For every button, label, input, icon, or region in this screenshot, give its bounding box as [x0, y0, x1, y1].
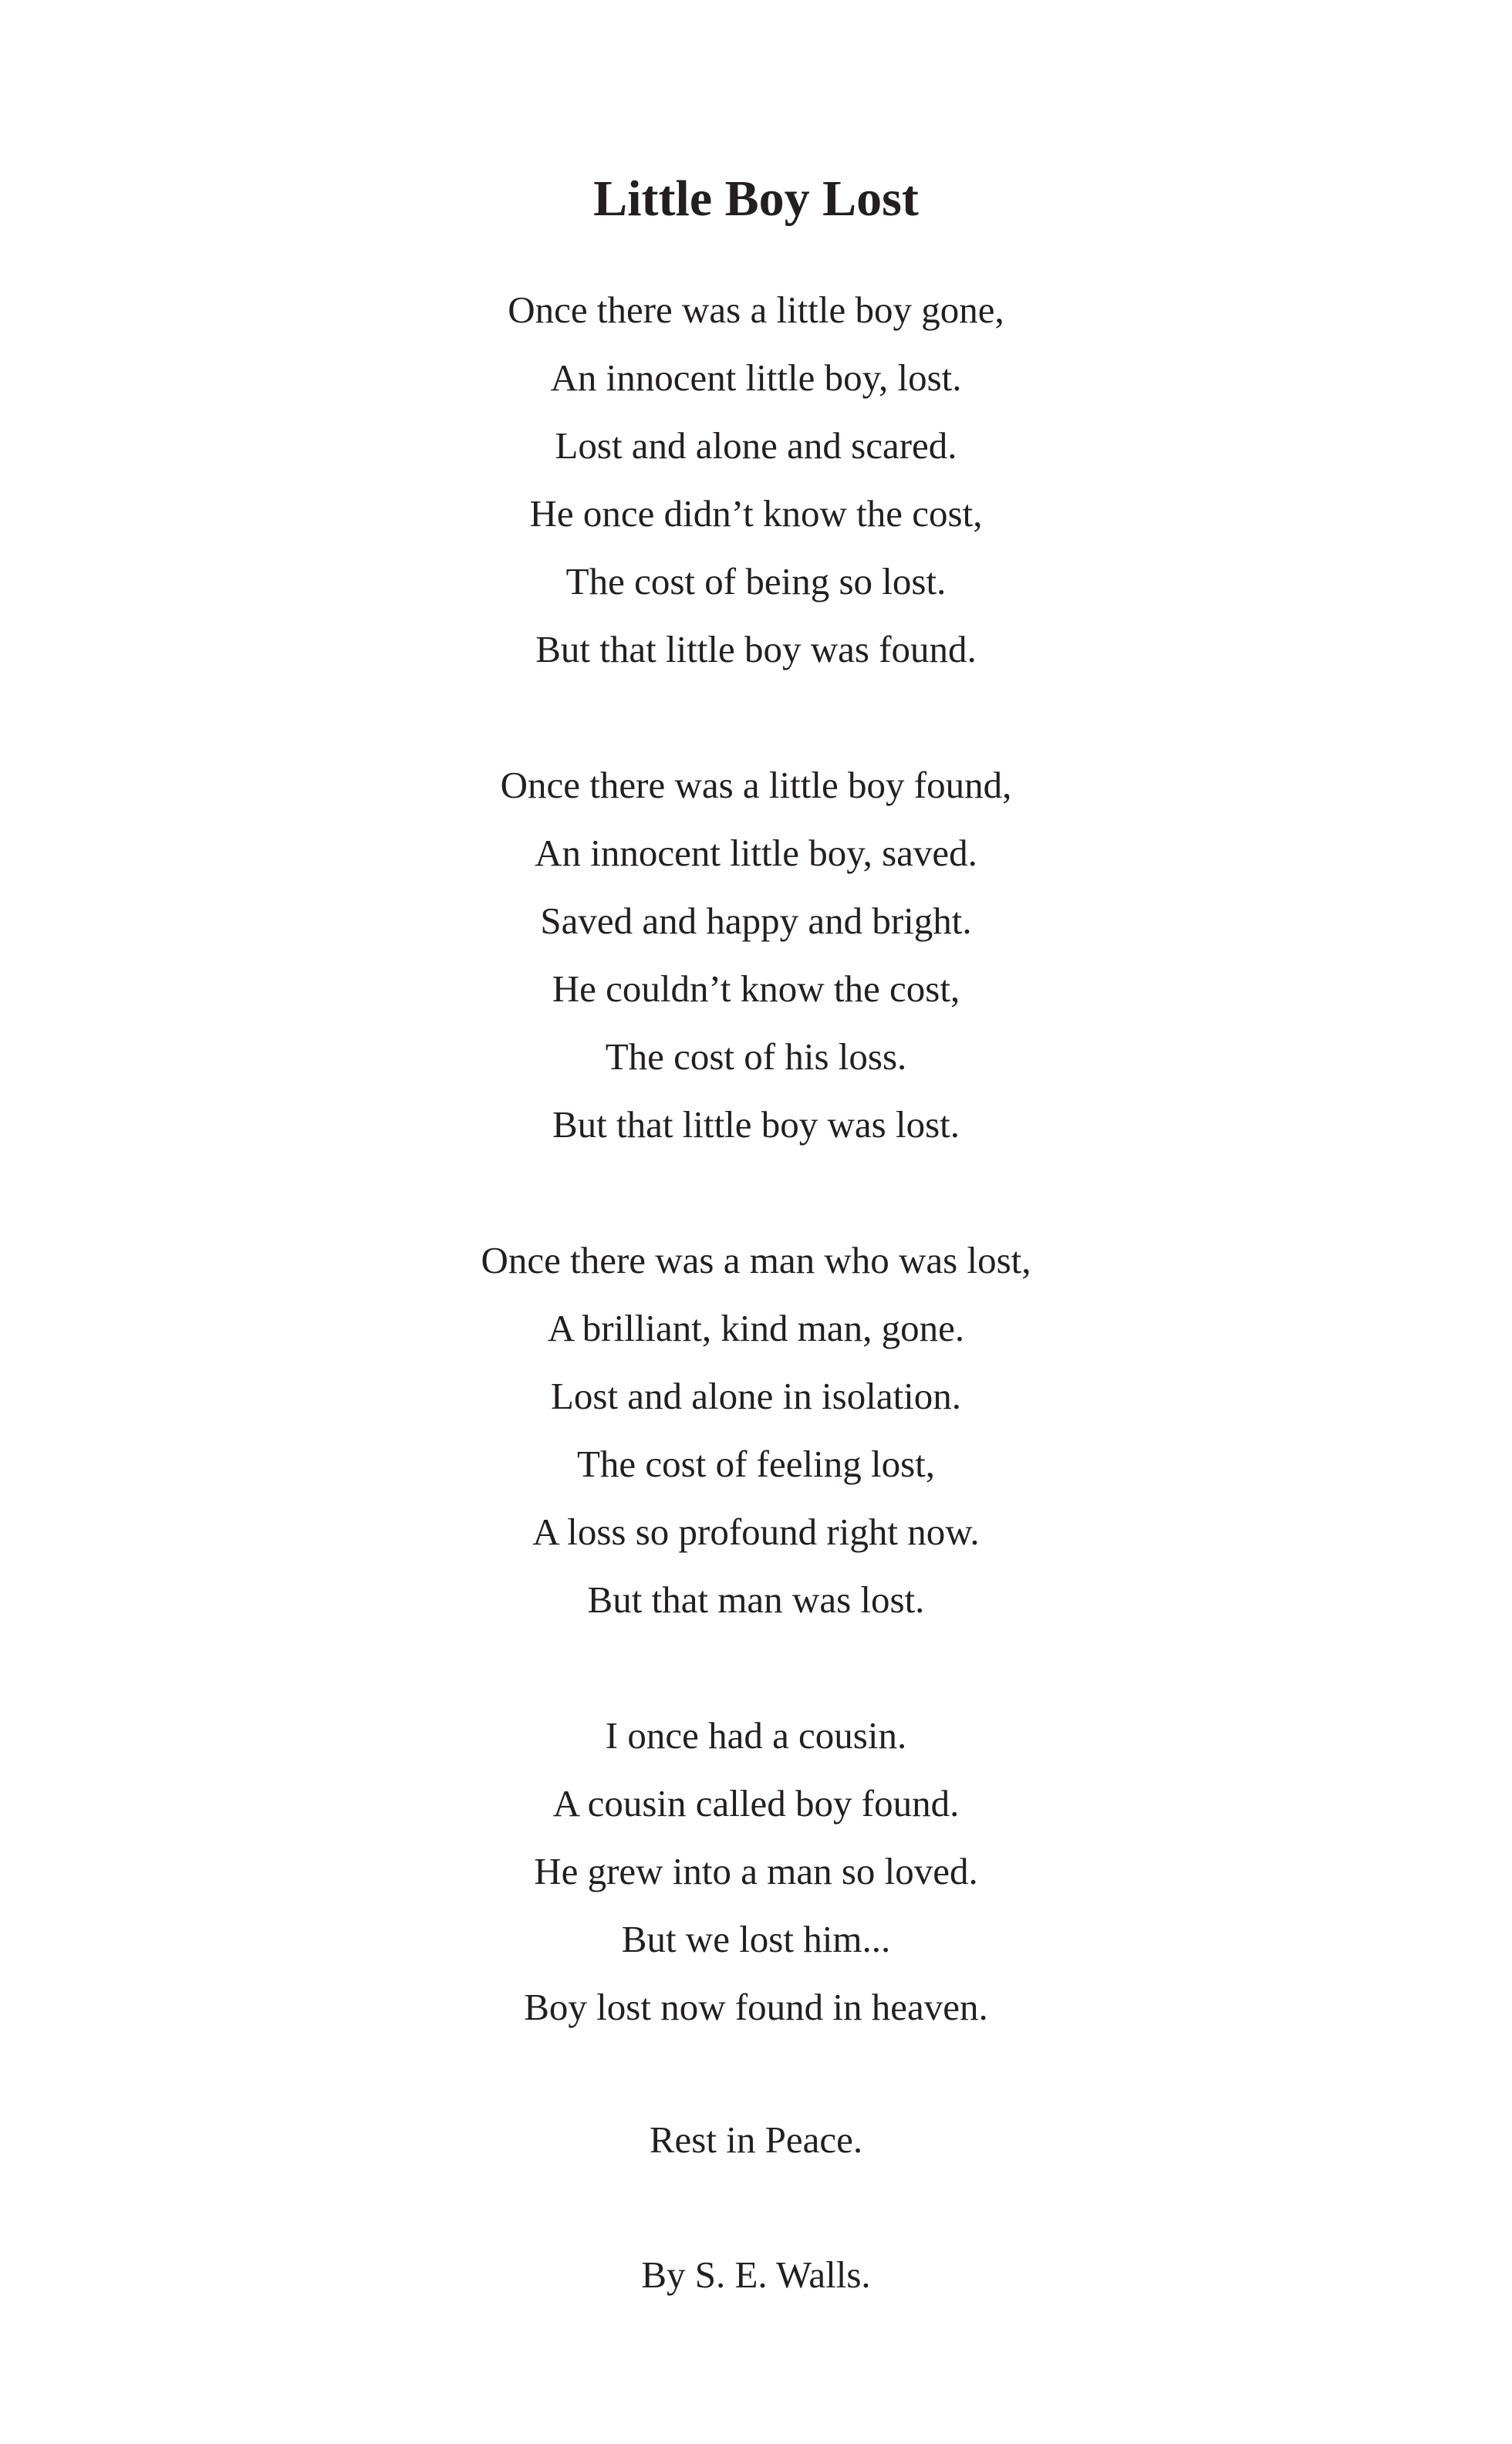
stanza-4: [0, 1702, 1512, 2041]
stanza-gap: [0, 1159, 1512, 1227]
poem-line: He couldn’t know the cost,: [552, 967, 960, 1010]
poem-line: Boy lost now found in heaven.: [524, 1986, 988, 2028]
poem-line: A loss so profound right now.: [532, 1511, 980, 1553]
poem-line: But we lost him...: [621, 1918, 891, 1960]
poem-line: The cost of feeling lost,: [576, 1443, 936, 1485]
poem-line: The cost of being so lost.: [565, 560, 947, 603]
poem-line: Lost and alone in isolation.: [550, 1375, 962, 1417]
poem-line: Lost and alone and scared.: [555, 424, 957, 467]
poem-line: But that man was lost.: [587, 1578, 925, 1621]
author-byline: By S. E. Walls.: [641, 2253, 871, 2296]
stanza-1: [0, 276, 1512, 684]
poem-line: A cousin called boy found.: [552, 1782, 960, 1825]
poem-line: Once there was a man who was lost,: [481, 1239, 1031, 1281]
stanza-2: [0, 751, 1512, 1159]
poem-line: He grew into a man so loved.: [534, 1850, 978, 1892]
poem-title: Little Boy Lost: [593, 170, 919, 227]
poem-body: [0, 276, 1512, 2041]
poem-line: I once had a cousin.: [605, 1714, 907, 1757]
poem-line: Saved and happy and bright.: [540, 900, 972, 942]
poem-line: He once didn’t know the cost,: [529, 492, 983, 535]
poem-line: An innocent little boy, saved.: [535, 832, 977, 874]
stanza-gap: [0, 684, 1512, 751]
poem-line: An innocent little boy, lost.: [550, 356, 962, 399]
poem-line: Once there was a little boy gone,: [508, 289, 1004, 331]
stanza-gap: [0, 1634, 1512, 1702]
poem-line: But that little boy was found.: [535, 628, 977, 670]
stanza-3: [0, 1227, 1512, 1634]
poem-line: The cost of his loss.: [605, 1035, 907, 1078]
closing-line: Rest in Peace.: [649, 2118, 863, 2161]
poem-line: A brilliant, kind man, gone.: [547, 1307, 965, 1349]
poem-line: But that little boy was lost.: [552, 1103, 960, 1146]
poem-line: Once there was a little boy found,: [500, 764, 1012, 806]
